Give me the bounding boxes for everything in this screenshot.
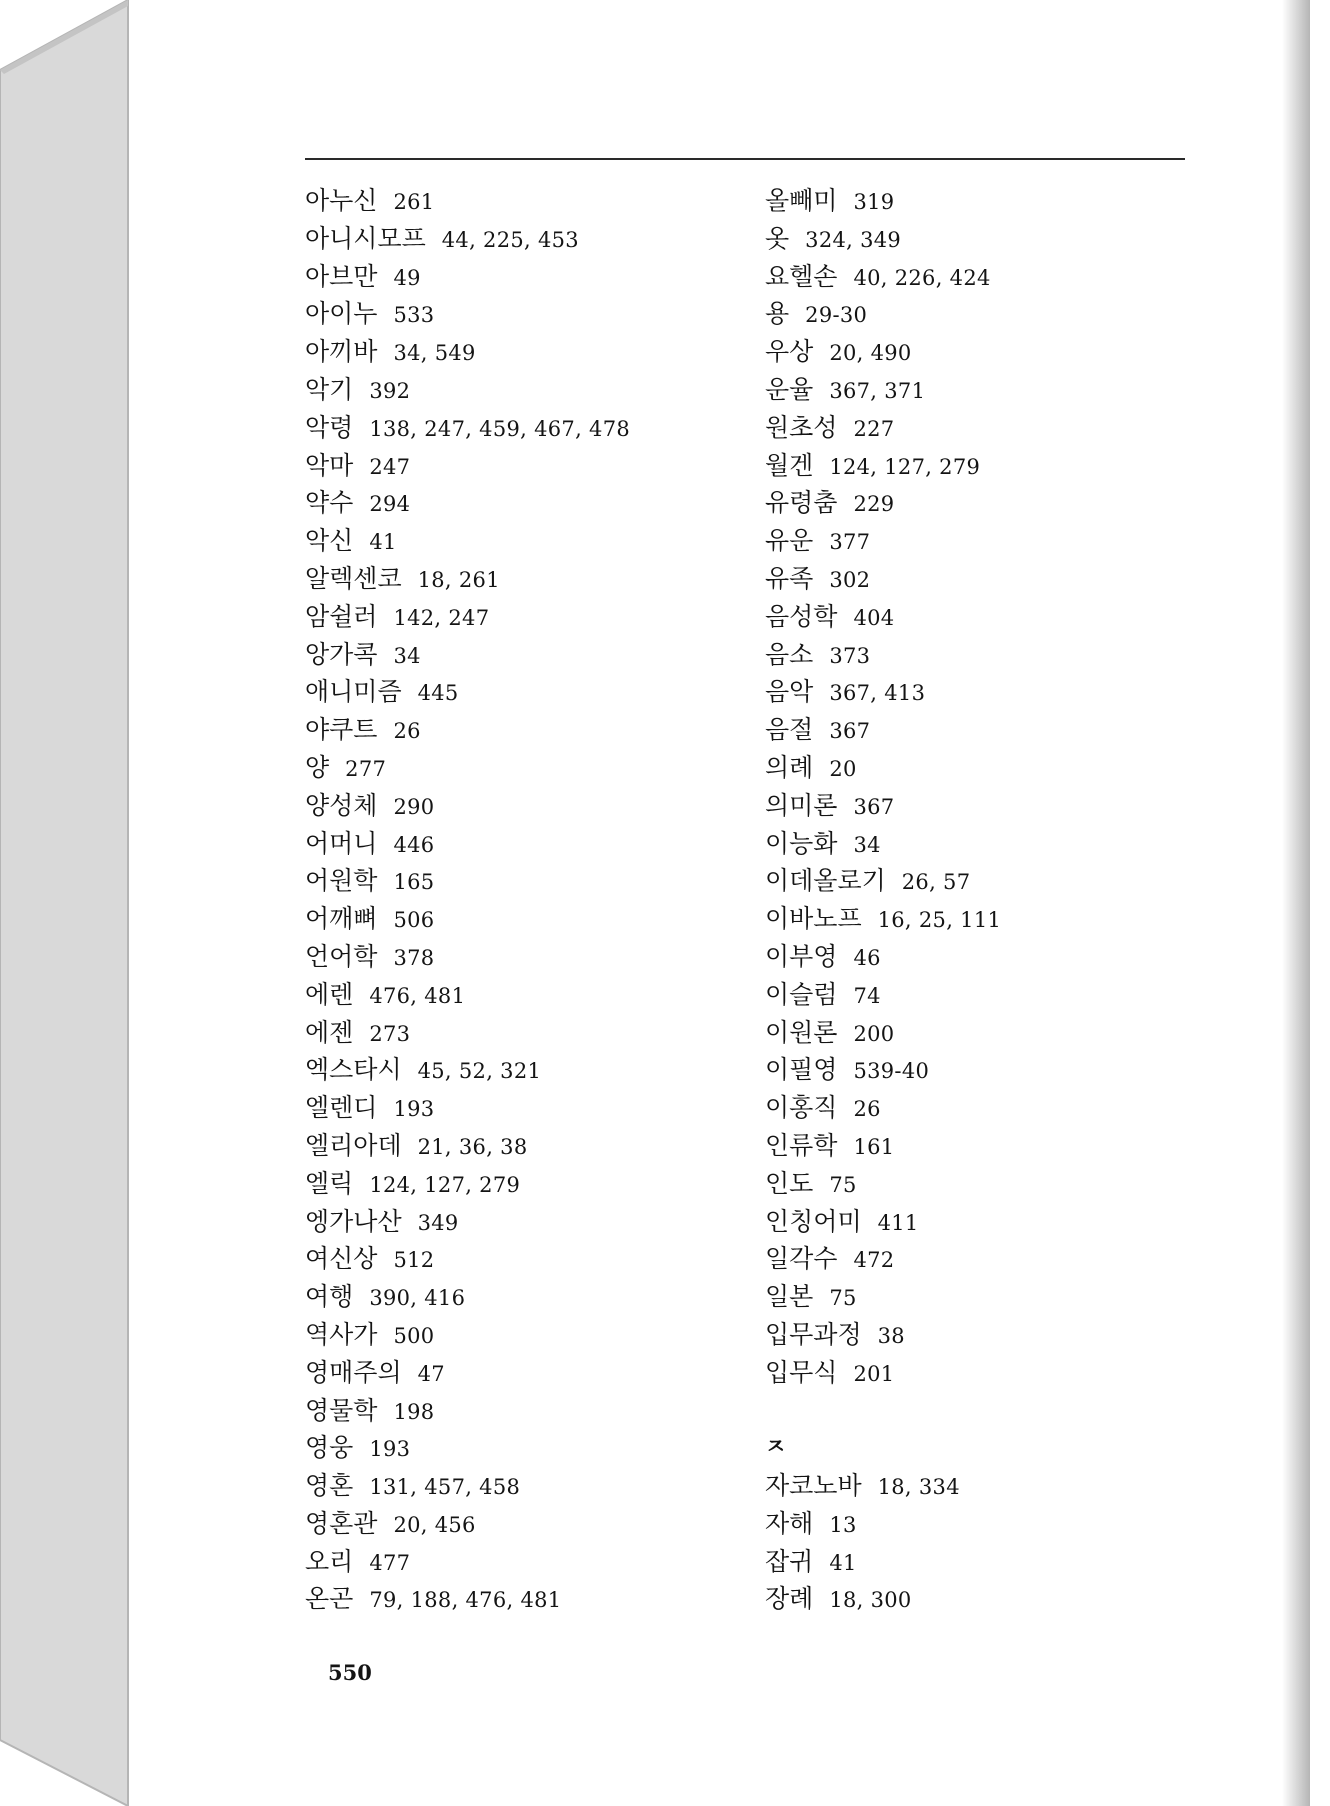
index-term: 이데올로기 xyxy=(765,866,886,896)
index-entry xyxy=(305,711,725,749)
index-term: 온곤 xyxy=(305,1584,354,1614)
page-references: 378 xyxy=(393,945,435,970)
page-references: 247 xyxy=(369,454,411,479)
index-term: 악신 xyxy=(305,526,354,556)
index-term: 엘릭 xyxy=(305,1168,354,1198)
page-references: 142, 247 xyxy=(393,605,490,630)
index-term: 영혼관 xyxy=(305,1508,378,1538)
page-references: 404 xyxy=(853,605,895,630)
index-entry xyxy=(305,1240,725,1278)
index-term: 역사가 xyxy=(305,1319,378,1349)
index-term: 아이누 xyxy=(305,299,378,329)
index-term: 엘리아데 xyxy=(305,1130,402,1160)
index-entry xyxy=(765,900,1185,938)
index-entry xyxy=(305,900,725,938)
index-term: 야쿠트 xyxy=(305,715,378,745)
page-references: 477 xyxy=(369,1550,411,1575)
index-term: 아끼바 xyxy=(305,337,378,367)
index-entry xyxy=(305,1089,725,1127)
index-entry xyxy=(305,1543,725,1581)
index-entry xyxy=(765,1580,1185,1618)
index-term: 자해 xyxy=(765,1508,814,1538)
index-term: 올빼미 xyxy=(765,186,838,215)
page-references: 21, 36, 38 xyxy=(417,1134,528,1159)
page-references: 26 xyxy=(393,719,421,744)
page-references: 79, 188, 476, 481 xyxy=(369,1588,562,1613)
index-term: 입무식 xyxy=(765,1357,838,1387)
index-term: 이원론 xyxy=(765,1017,838,1047)
index-entry xyxy=(305,182,725,220)
page-references: 16, 25, 111 xyxy=(877,908,1002,933)
page-references: 201 xyxy=(853,1361,895,1386)
index-column-left xyxy=(305,182,725,1618)
index-term: 약수 xyxy=(305,488,354,518)
index-term: 여행 xyxy=(305,1282,354,1312)
page-references: 377 xyxy=(829,530,871,555)
index-entry xyxy=(305,1354,725,1392)
index-term: 여신상 xyxy=(305,1244,378,1274)
page-references: 45, 52, 321 xyxy=(417,1059,542,1084)
index-entry xyxy=(765,1240,1185,1278)
index-term: 운율 xyxy=(765,374,814,404)
page-references: 38 xyxy=(877,1323,905,1348)
index-entry xyxy=(305,295,725,333)
index-entry xyxy=(765,1051,1185,1089)
index-entry xyxy=(305,862,725,900)
page-references: 26 xyxy=(853,1097,881,1122)
index-term: 이부영 xyxy=(765,941,838,971)
index-entry xyxy=(305,1051,725,1089)
index-term: 이슬럼 xyxy=(765,979,838,1009)
index-term: 언어학 xyxy=(305,941,378,971)
index-entry xyxy=(305,409,725,447)
index-term: 음악 xyxy=(765,677,814,707)
index-term: 용 xyxy=(765,299,790,329)
index-term: 어깨뼈 xyxy=(305,904,378,934)
page-references: 47 xyxy=(417,1361,445,1386)
index-entry xyxy=(765,636,1185,674)
index-term: 자코노바 xyxy=(765,1471,862,1501)
index-entry xyxy=(305,976,725,1014)
index-term: 인류학 xyxy=(765,1130,838,1160)
index-term: 장례 xyxy=(765,1584,814,1614)
index-entry xyxy=(305,1580,725,1618)
index-term: 유운 xyxy=(765,526,814,556)
index-term: 월겐 xyxy=(765,450,814,480)
index-entry xyxy=(765,673,1185,711)
index-entry xyxy=(305,636,725,674)
index-term: 이필영 xyxy=(765,1055,838,1085)
index-term: 유령춤 xyxy=(765,488,838,518)
page-references: 46 xyxy=(853,945,881,970)
page-references: 193 xyxy=(393,1097,435,1122)
index-entry xyxy=(305,333,725,371)
index-entry xyxy=(305,1165,725,1203)
page-references: 131, 457, 458 xyxy=(369,1475,521,1500)
index-entry xyxy=(765,1127,1185,1165)
page-references: 49 xyxy=(393,265,421,290)
page-references: 533 xyxy=(393,303,435,328)
index-term: 이능화 xyxy=(765,828,838,858)
page-references: 367 xyxy=(853,794,895,819)
index-entry xyxy=(305,560,725,598)
index-term: 일본 xyxy=(765,1282,814,1312)
page-references: 18, 334 xyxy=(877,1475,960,1500)
index-term: 이바노프 xyxy=(765,904,862,934)
index-term: 입무과정 xyxy=(765,1319,862,1349)
index-term: 아니시모프 xyxy=(305,223,426,253)
index-entry xyxy=(305,1467,725,1505)
page-references: 20, 490 xyxy=(829,341,912,366)
page-references: 124, 127, 279 xyxy=(829,454,981,479)
index-entry xyxy=(765,1316,1185,1354)
page-references: 373 xyxy=(829,643,871,668)
page-references: 198 xyxy=(393,1399,435,1424)
section-heading: ㅈ xyxy=(765,1435,787,1461)
index-entry xyxy=(305,749,725,787)
index-entry xyxy=(765,182,1185,220)
index-entry xyxy=(305,1505,725,1543)
page-references: 75 xyxy=(829,1172,857,1197)
page-edge-shadow xyxy=(1282,0,1310,1806)
index-entry xyxy=(765,1505,1185,1543)
index-term: 유족 xyxy=(765,563,814,593)
page-references: 29-30 xyxy=(805,303,868,328)
page-references: 34, 549 xyxy=(393,341,476,366)
page-references: 411 xyxy=(877,1210,919,1235)
index-entry xyxy=(305,220,725,258)
index-entry xyxy=(765,825,1185,863)
index-column-right xyxy=(765,182,1185,1618)
index-term: 아브만 xyxy=(305,261,378,291)
page-references: 44, 225, 453 xyxy=(441,227,579,252)
index-term: 음소 xyxy=(765,639,814,669)
index-entry xyxy=(765,862,1185,900)
index-entry xyxy=(765,1278,1185,1316)
page-references: 41 xyxy=(369,530,397,555)
index-entry xyxy=(305,1127,725,1165)
index-term: 악령 xyxy=(305,412,354,442)
index-term: 인칭어미 xyxy=(765,1206,862,1236)
page-references: 472 xyxy=(853,1248,895,1273)
page-references: 193 xyxy=(369,1437,411,1462)
index-term: 영웅 xyxy=(305,1433,354,1463)
page-references: 476, 481 xyxy=(369,983,466,1008)
page-references: 512 xyxy=(393,1248,435,1273)
page-references: 261 xyxy=(393,190,435,214)
index-term: 암쉴러 xyxy=(305,601,378,631)
page-references: 319 xyxy=(853,190,895,214)
page-references: 445 xyxy=(417,681,459,706)
page-references: 229 xyxy=(853,492,895,517)
index-entry xyxy=(765,976,1185,1014)
index-entry xyxy=(305,447,725,485)
index-entry xyxy=(765,1203,1185,1241)
index-term: 엘렌디 xyxy=(305,1093,378,1123)
index-term: 어원학 xyxy=(305,866,378,896)
index-entry xyxy=(765,560,1185,598)
index-term: 영매주의 xyxy=(305,1357,402,1387)
index-term: 우상 xyxy=(765,337,814,367)
index-entry xyxy=(765,333,1185,371)
index-term: 음성학 xyxy=(765,601,838,631)
index-entry xyxy=(765,258,1185,296)
index-entry xyxy=(765,1014,1185,1052)
page-references: 74 xyxy=(853,983,881,1008)
index-entry xyxy=(305,787,725,825)
index-term: 인도 xyxy=(765,1168,814,1198)
page-references: 302 xyxy=(829,567,871,592)
page-references: 34 xyxy=(853,832,881,857)
index-entry xyxy=(305,673,725,711)
page-references: 18, 300 xyxy=(829,1588,912,1613)
index-entry xyxy=(305,1014,725,1052)
index-term: 음절 xyxy=(765,715,814,745)
page-references: 539-40 xyxy=(853,1059,930,1084)
index-term: 이홍직 xyxy=(765,1093,838,1123)
index-entry xyxy=(765,711,1185,749)
index-term: 잡귀 xyxy=(765,1546,814,1576)
index-term: 앙가콕 xyxy=(305,639,378,669)
index-entry xyxy=(765,220,1185,258)
index-entry xyxy=(305,371,725,409)
page-references: 13 xyxy=(829,1512,857,1537)
index-term: 악기 xyxy=(305,374,354,404)
page-references: 20 xyxy=(829,756,857,781)
index-entry xyxy=(765,749,1185,787)
index-entry xyxy=(765,371,1185,409)
index-entry xyxy=(765,447,1185,485)
page-references: 500 xyxy=(393,1323,435,1348)
index-entry xyxy=(765,598,1185,636)
page-references: 161 xyxy=(853,1134,895,1159)
index-entry xyxy=(765,484,1185,522)
index-entry xyxy=(305,1392,725,1430)
index-term: 엥가나산 xyxy=(305,1206,402,1236)
page-references: 446 xyxy=(393,832,435,857)
page-references: 349 xyxy=(417,1210,459,1235)
index-term: 어머니 xyxy=(305,828,378,858)
page-references: 138, 247, 459, 467, 478 xyxy=(369,416,631,441)
index-entry xyxy=(305,1278,725,1316)
index-entry xyxy=(765,1543,1185,1581)
page-references: 18, 261 xyxy=(417,567,500,592)
page-references: 227 xyxy=(853,416,895,441)
index-entry xyxy=(305,1429,725,1467)
index-entry xyxy=(305,258,725,296)
page-references: 506 xyxy=(393,908,435,933)
page-references: 324, 349 xyxy=(805,227,902,252)
index-term: 요헬손 xyxy=(765,261,838,291)
index-term: 아누신 xyxy=(305,186,378,215)
index-term: 의미론 xyxy=(765,790,838,820)
index-entry xyxy=(765,409,1185,447)
index-term: 양 xyxy=(305,752,330,782)
page-references: 20, 456 xyxy=(393,1512,476,1537)
page-references: 277 xyxy=(345,756,387,781)
book-spine-edge xyxy=(0,0,130,1806)
index-term: 오리 xyxy=(305,1546,354,1576)
page-references: 390, 416 xyxy=(369,1286,466,1311)
index-term: 의례 xyxy=(765,752,814,782)
index-term: 에렌 xyxy=(305,979,354,1009)
index-term: 악마 xyxy=(305,450,354,480)
index-entry xyxy=(765,787,1185,825)
page-references: 26, 57 xyxy=(901,870,971,895)
index-entry xyxy=(305,484,725,522)
page-references: 41 xyxy=(829,1550,857,1575)
index-term: 알렉센코 xyxy=(305,563,402,593)
index-term: 옷 xyxy=(765,223,790,253)
index-entry xyxy=(765,938,1185,976)
page-references: 290 xyxy=(393,794,435,819)
index-term: 영물학 xyxy=(305,1395,378,1425)
index-entry xyxy=(765,295,1185,333)
index-entry xyxy=(305,522,725,560)
index-entry xyxy=(305,938,725,976)
index-term: 양성체 xyxy=(305,790,378,820)
page-references: 124, 127, 279 xyxy=(369,1172,521,1197)
page-references: 75 xyxy=(829,1286,857,1311)
page-references: 200 xyxy=(853,1021,895,1046)
index-term: 원초성 xyxy=(765,412,838,442)
index-entry xyxy=(305,1316,725,1354)
page-references: 367, 413 xyxy=(829,681,926,706)
index-term: 애니미즘 xyxy=(305,677,402,707)
page-number: 550 xyxy=(328,1660,372,1685)
page-references: 273 xyxy=(369,1021,411,1046)
index-entry xyxy=(765,1089,1185,1127)
index-entry xyxy=(305,825,725,863)
index-term: 일각수 xyxy=(765,1244,838,1274)
page-references: 294 xyxy=(369,492,411,517)
index-term: 영혼 xyxy=(305,1471,354,1501)
page-references: 165 xyxy=(393,870,435,895)
index-entry xyxy=(305,1203,725,1241)
page-references: 367 xyxy=(829,719,871,744)
page-references: 40, 226, 424 xyxy=(853,265,991,290)
page-references: 392 xyxy=(369,378,411,403)
index-term: 엑스타시 xyxy=(305,1055,402,1085)
index-entry xyxy=(765,1354,1185,1392)
index-entry xyxy=(765,1165,1185,1203)
index-term: 에젠 xyxy=(305,1017,354,1047)
index-entry xyxy=(765,1467,1185,1505)
page-references: 34 xyxy=(393,643,421,668)
index-entry xyxy=(765,522,1185,560)
index-entry xyxy=(305,598,725,636)
page-references: 367, 371 xyxy=(829,378,926,403)
header-rule xyxy=(305,158,1185,160)
